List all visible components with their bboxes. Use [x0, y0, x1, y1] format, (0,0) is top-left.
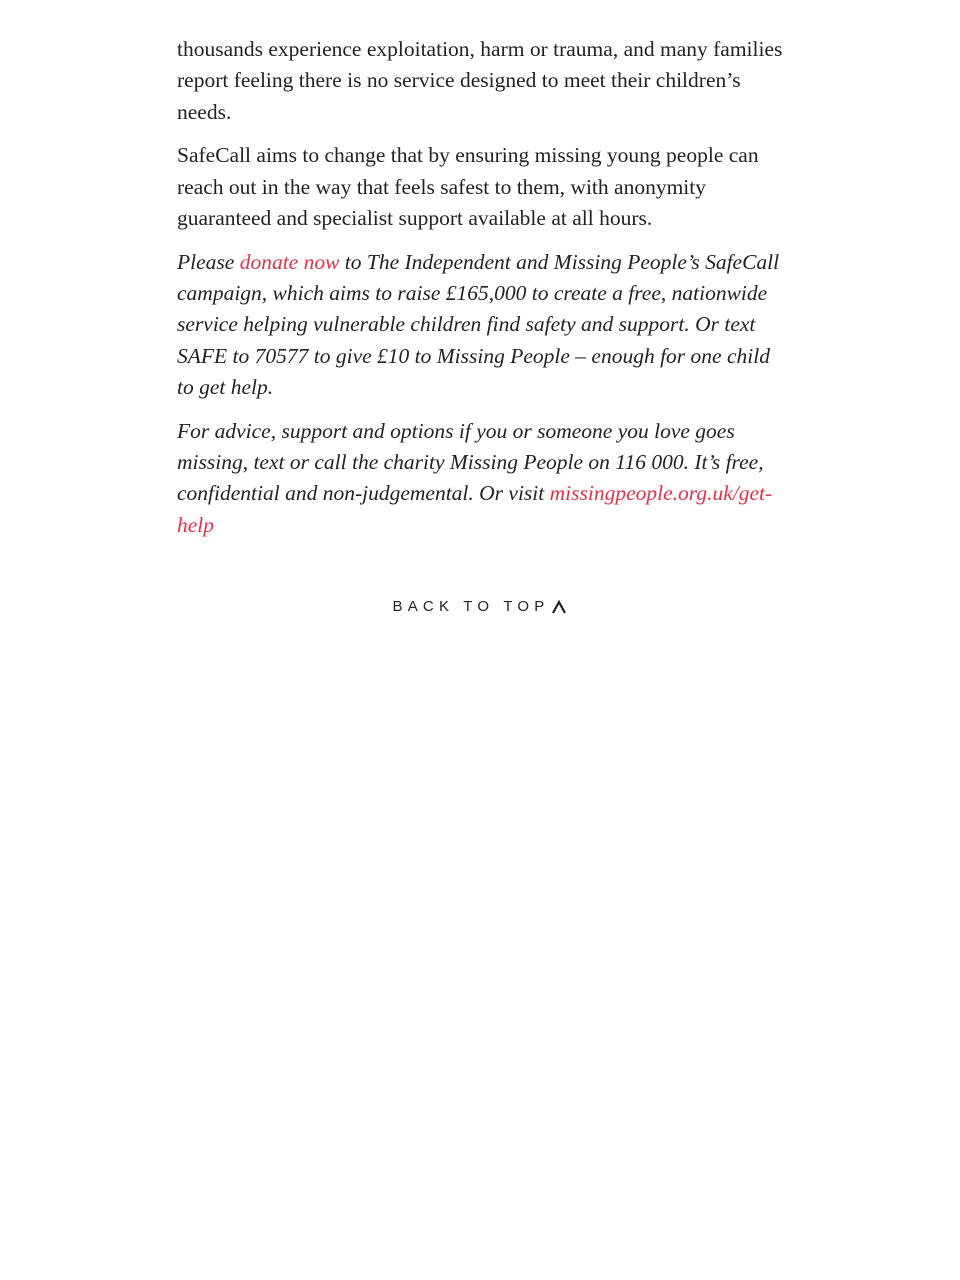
article-body — [177, 34, 787, 553]
donate-appeal-text: to The Independent and Missing People’s SafeCall campaign, which aims to raise £165,000 to create a free, nationwide service helping vulnerable children find safety and support. Or text SAFE to 70577 to give £10 to Missing People – enough for one child to get help. — [177, 249, 780, 399]
advice-note-text: For advice, support and options if you or someone you love goes missing, text or call the charity Missing People on 116 000. It’s free, confidential and non-judgemental. Or visit — [177, 418, 764, 506]
caret-up-icon — [551, 600, 567, 614]
advice-note — [177, 416, 787, 541]
donate-appeal-prefix: Please — [177, 249, 240, 274]
get-help-link[interactable]: missingpeople.org.uk/get-help — [177, 481, 773, 537]
donate-appeal — [177, 247, 787, 403]
article-paragraph: SafeCall aims to change that by ensuring missing young people can reach out in the way that feels safest to them, with anonymity guaranteed and specialist support available at all hours. — [177, 143, 759, 230]
back-to-top-button[interactable] — [0, 598, 960, 615]
article-paragraph: thousands experience exploitation, harm or trauma, and many families report feeling there is no service designed to meet their children’s needs. — [177, 37, 783, 124]
donate-now-link[interactable]: donate now — [239, 249, 340, 274]
back-to-top-label: BACK TO TOP — [392, 598, 550, 615]
